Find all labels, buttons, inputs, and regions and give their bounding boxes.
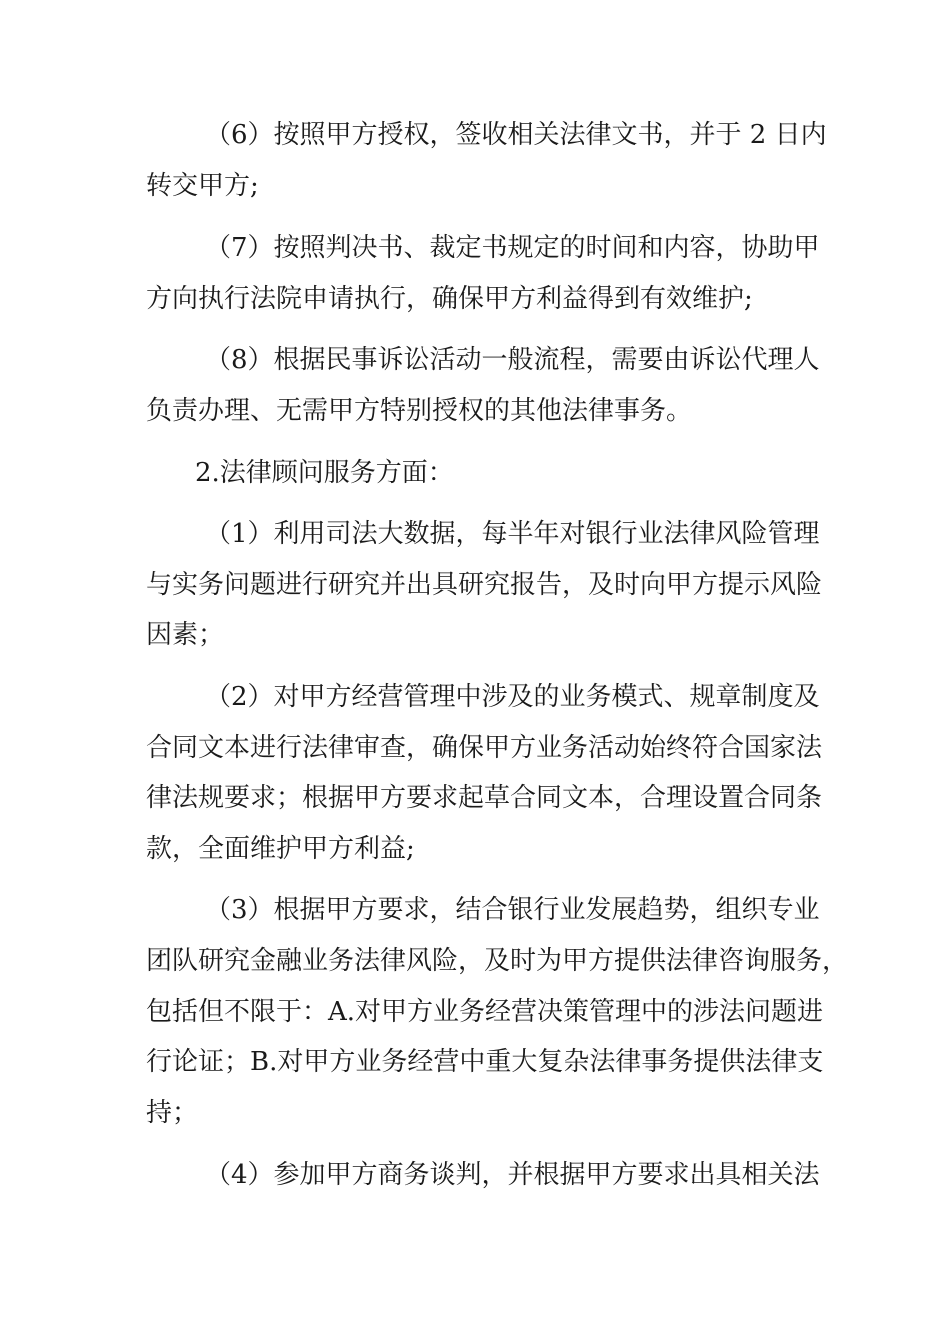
text-line-item-6-start: （6）按照甲方授权，签收相关法律文书，并于 2 日内	[205, 120, 827, 150]
text-line-counsel-3-line-2: 团队研究金融业务法律风险，及时为甲方提供法律咨询服务，	[146, 946, 849, 976]
text-line-counsel-2-end: 款，全面维护甲方利益;	[146, 834, 415, 864]
text-line-counsel-3-line-4: 行论证；B.对甲方业务经营中重大复杂法律事务提供法律支	[146, 1047, 824, 1077]
text-line-counsel-2-line-2: 合同文本进行法律审查，确保甲方业务活动始终符合国家法	[146, 733, 823, 763]
section-heading-legal-counsel: 2.法律顾问服务方面：	[195, 458, 454, 488]
text-line-counsel-4-start: （4）参加甲方商务谈判，并根据甲方要求出具相关法	[205, 1160, 820, 1190]
text-line-counsel-3-start: （3）根据甲方要求，结合银行业发展趋势，组织专业	[205, 895, 820, 925]
text-line-item-6-end: 转交甲方;	[146, 171, 259, 201]
text-line-counsel-3-end: 持；	[146, 1098, 199, 1128]
text-line-item-7-end: 方向执行法院申请执行，确保甲方利益得到有效维护;	[146, 284, 753, 314]
text-line-item-8-end: 负责办理、无需甲方特别授权的其他法律事务。	[146, 396, 693, 426]
text-line-counsel-1-middle: 与实务问题进行研究并出具研究报告，及时向甲方提示风险	[146, 570, 823, 600]
text-line-item-8-start: （8）根据民事诉讼活动一般流程，需要由诉讼代理人	[205, 345, 820, 375]
text-line-counsel-2-start: （2）对甲方经营管理中涉及的业务模式、规章制度及	[205, 682, 820, 712]
text-line-counsel-1-start: （1）利用司法大数据，每半年对银行业法律风险管理	[205, 519, 820, 549]
text-line-item-7-start: （7）按照判决书、裁定书规定的时间和内容，协助甲	[205, 233, 820, 263]
text-line-counsel-1-end: 因素；	[146, 620, 225, 650]
text-line-counsel-3-line-3: 包括但不限于：A.对甲方业务经营决策管理中的涉法问题进	[146, 997, 824, 1027]
text-line-counsel-2-line-3: 律法规要求；根据甲方要求起草合同文本，合理设置合同条	[146, 783, 823, 813]
